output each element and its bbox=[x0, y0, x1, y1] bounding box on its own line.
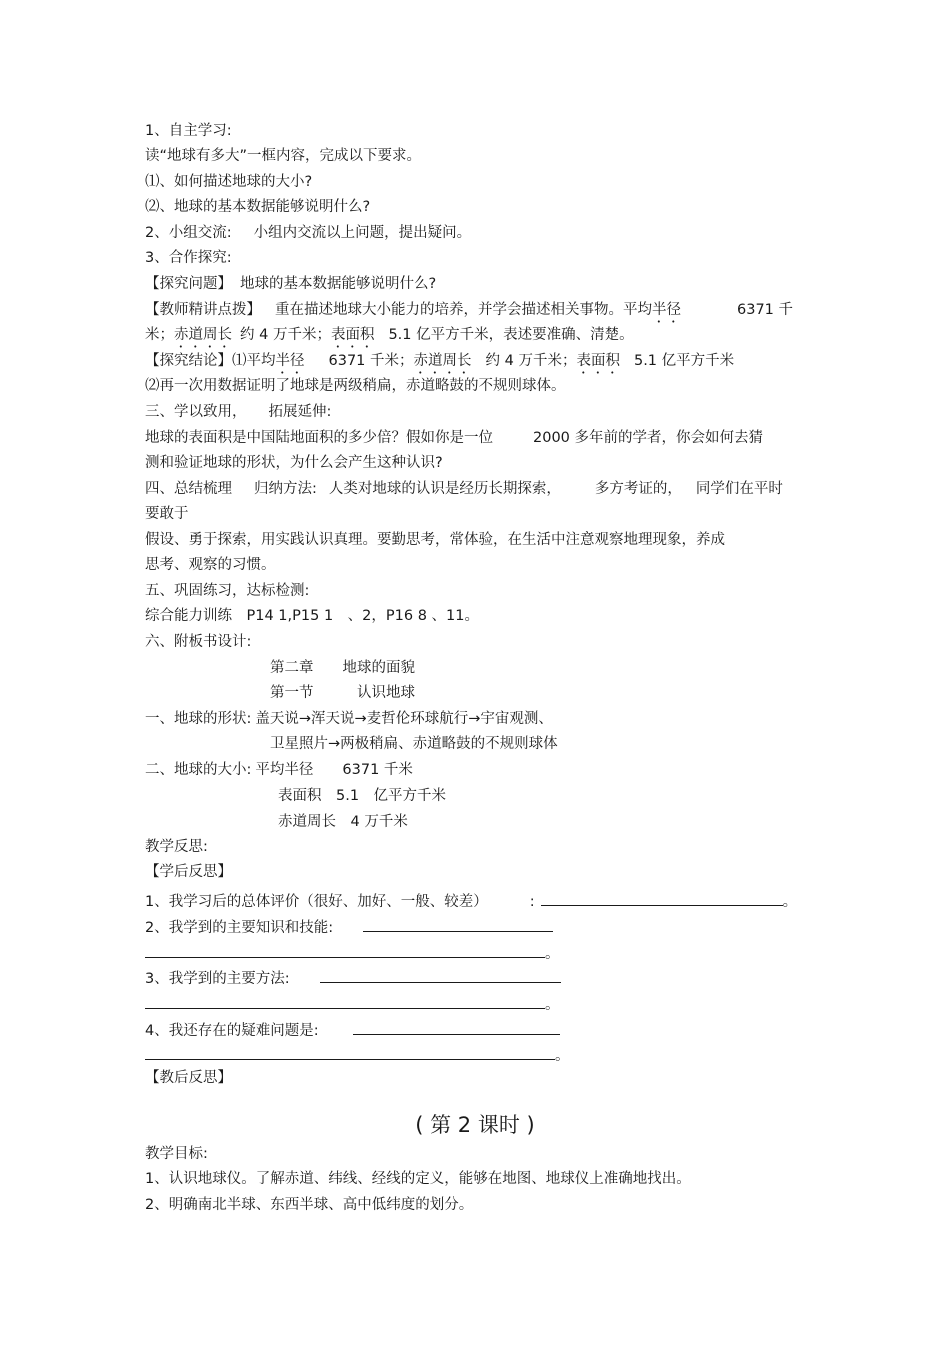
summary-line-4 bbox=[145, 556, 276, 574]
size-line-3 bbox=[278, 813, 408, 831]
read-task bbox=[145, 147, 421, 165]
after-teach-heading bbox=[145, 1069, 232, 1087]
teacher-radius-value: 6371 千 bbox=[737, 302, 794, 318]
conclusion-area-word: 表面积 bbox=[576, 353, 620, 369]
question-2-text: ⑵、地球的基本数据能够说明什么? bbox=[145, 199, 371, 215]
summary-text-g: 假设、勇于探索，用实践认识真理。要勤思考，常体验，在生活中注意观察地理现象，养成 bbox=[145, 532, 725, 548]
shape-line-1 bbox=[145, 710, 553, 728]
board-section-text: 第一节 认识地球 bbox=[270, 685, 415, 701]
goal-2-text: 2、明确南北半球、东西半球、高中低纬度的划分。 bbox=[145, 1197, 474, 1213]
apply-text: 拓展延伸: bbox=[268, 404, 332, 420]
read-task-text: 读“地球有多大”一框内容，完成以下要求。 bbox=[145, 148, 422, 164]
board-section bbox=[270, 684, 415, 702]
reflection-heading bbox=[145, 838, 208, 856]
reflection-q4 bbox=[145, 1020, 560, 1040]
teacher-area-word: 表面积 bbox=[330, 327, 375, 343]
summary-text-c: 人类对地球的认识是经历长期探索， bbox=[328, 481, 561, 497]
conclusion-line-1 bbox=[145, 352, 734, 377]
apply-question-a: 地球的表面积是中国陆地面积的多少倍？假如你是一位 bbox=[145, 430, 493, 446]
question-1-text: ⑴、如何描述地球的大小? bbox=[145, 174, 313, 190]
explore-question bbox=[145, 275, 436, 293]
reflection-q1-text: 1、我学习后的总体评价（很好、加好、一般、较差） bbox=[145, 894, 488, 910]
self-study-text: 1、自主学习: bbox=[145, 123, 232, 139]
goal-1 bbox=[145, 1170, 691, 1188]
reflection-q3-period: 。 bbox=[545, 997, 560, 1013]
after-study-label: 【学后反思】 bbox=[145, 864, 232, 880]
apply-heading bbox=[145, 403, 331, 421]
teacher-label: 【教师精讲点拨】 bbox=[145, 302, 261, 318]
question-1 bbox=[145, 173, 312, 191]
goal-1-text: 1、认识地球仪。了解赤道、纬线、经线的定义，能够在地图、地球仪上准确地找出。 bbox=[145, 1171, 691, 1187]
question-2 bbox=[145, 198, 370, 216]
teacher-notes-line-2 bbox=[145, 326, 634, 351]
after-teach-label: 【教后反思】 bbox=[145, 1070, 232, 1086]
apply-question-c: 测和验证地球的形状，为什么会产生这种认识? bbox=[145, 455, 443, 471]
shape-text: 盖天说→浑天说→麦哲伦环球航行→宇宙观测、 bbox=[255, 711, 553, 727]
reflection-q4-text: 4、我还存在的疑难问题是: bbox=[145, 1023, 319, 1039]
group-label: 2、小组交流: bbox=[145, 225, 232, 241]
reflection-q4-period: 。 bbox=[555, 1048, 570, 1064]
summary-heading: 四、总结梳理 bbox=[145, 481, 232, 497]
summary-line-3 bbox=[145, 531, 725, 549]
reflection-q4-answer-line-1[interactable] bbox=[353, 1020, 560, 1035]
explore-text: 地球的基本数据能够说明什么? bbox=[240, 276, 437, 292]
conclusion-equator-value: 约 4 万千米； bbox=[485, 353, 577, 369]
lesson-2-title: ( 第 2 课时 ) bbox=[415, 1113, 535, 1137]
cooperative-heading bbox=[145, 249, 232, 267]
shape-label: 一、地球的形状: bbox=[145, 711, 252, 727]
summary-method: 归纳方法: bbox=[254, 481, 317, 497]
reflection-q3-answer-line-2[interactable] bbox=[145, 994, 545, 1009]
conclusion-prefix: ⑴平均 bbox=[232, 353, 276, 369]
practice-label: 五、巩固练习，达标检测: bbox=[145, 583, 310, 599]
explore-label: 【探究问题】 bbox=[145, 276, 232, 292]
group-discussion bbox=[145, 224, 471, 242]
apply-question-line-1 bbox=[145, 429, 763, 447]
practice-items bbox=[145, 607, 479, 625]
reflection-q1-answer-line[interactable] bbox=[541, 891, 783, 906]
reflection-q1-period: 。 bbox=[782, 894, 798, 910]
teacher-equator-word: 赤道周长 bbox=[174, 327, 232, 343]
practice-text: 综合能力训练 P14 1,P15 1 、2，P16 8 、11。 bbox=[145, 608, 479, 624]
summary-text-d: 多方考证的， bbox=[594, 481, 682, 497]
reflection-q4-continued bbox=[145, 1045, 570, 1065]
summary-line-1 bbox=[145, 480, 783, 498]
board-heading bbox=[145, 633, 251, 651]
reflection-q3-text: 3、我学到的主要方法: bbox=[145, 971, 290, 987]
apply-question-b: 2000 多年前的学者，你会如何去猜 bbox=[533, 430, 764, 446]
size-equator: 赤道周长 4 万千米 bbox=[278, 814, 408, 830]
reflection-q2-period: 。 bbox=[545, 946, 560, 962]
conclusion-label: 【探究结论】 bbox=[145, 353, 232, 369]
reflection-q3-continued bbox=[145, 994, 560, 1014]
reflection-q3-answer-line-1[interactable] bbox=[320, 968, 561, 983]
goal-2 bbox=[145, 1196, 473, 1214]
teacher-equator-value: 约 4 万千米； bbox=[240, 327, 331, 343]
after-study-heading bbox=[145, 863, 232, 881]
size-area: 表面积 5.1 亿平方千米 bbox=[278, 788, 447, 804]
summary-text-e: 同学们在平时 bbox=[695, 481, 783, 497]
conclusion-radius-value: 6371 千米； bbox=[328, 353, 414, 369]
shape-text-2: 卫星照片→两极稍扁、赤道略鼓的不规则球体 bbox=[270, 736, 558, 752]
conclusion-equator-word: 赤道周长 bbox=[413, 353, 472, 369]
summary-text-f: 要敢于 bbox=[145, 506, 189, 522]
board-chapter bbox=[270, 659, 415, 677]
reflection-q1-colon: : bbox=[529, 894, 535, 910]
summary-text-h: 思考、观察的习惯。 bbox=[145, 557, 276, 573]
reflection-q4-answer-line-2[interactable] bbox=[145, 1045, 555, 1060]
conclusion-radius-word: 半径 bbox=[275, 353, 305, 369]
reflection-q2-answer-line-1[interactable] bbox=[363, 917, 553, 932]
reflection-q2-answer-line-2[interactable] bbox=[145, 943, 545, 958]
teacher-line2-prefix: 米； bbox=[145, 327, 174, 343]
reflection-q2 bbox=[145, 917, 553, 937]
teacher-notes-line-1 bbox=[145, 301, 793, 326]
summary-line-2 bbox=[145, 505, 189, 523]
size-line-2 bbox=[278, 787, 446, 805]
size-radius: 平均半径 6371 千米 bbox=[255, 762, 413, 778]
apply-question-line-2 bbox=[145, 454, 443, 472]
goals-label: 教学目标: bbox=[145, 1146, 208, 1162]
conclusion-area-value: 5.1 亿平方千米 bbox=[633, 353, 735, 369]
conclusion-line-2 bbox=[145, 377, 566, 395]
cooperative-text: 3、合作探究: bbox=[145, 250, 232, 266]
goals-heading bbox=[145, 1145, 208, 1163]
reflection-q2-continued bbox=[145, 943, 560, 963]
board-chapter-text: 第二章 地球的面貌 bbox=[270, 660, 415, 676]
teacher-text: 重在描述地球大小能力的培养，并学会描述相关事物。平均 bbox=[275, 302, 652, 318]
reflection-label: 教学反思: bbox=[145, 839, 208, 855]
self-study-heading bbox=[145, 122, 232, 140]
reflection-q2-text: 2、我学到的主要知识和技能: bbox=[145, 920, 334, 936]
board-label: 六、附板书设计: bbox=[145, 634, 252, 650]
teacher-radius-word: 半径 bbox=[652, 302, 681, 318]
reflection-q1 bbox=[145, 891, 797, 911]
conclusion-2-text: ⑵再一次用数据证明了地球是两级稍扁，赤道略鼓的不规则球体。 bbox=[145, 378, 566, 394]
size-line-1 bbox=[145, 761, 413, 779]
practice-heading bbox=[145, 582, 309, 600]
apply-label: 三、学以致用， bbox=[145, 404, 247, 420]
size-label: 二、地球的大小: bbox=[145, 762, 252, 778]
teacher-area-value: 5.1 亿平方千米，表述要准确、清楚。 bbox=[388, 327, 634, 343]
reflection-q3 bbox=[145, 968, 561, 988]
shape-line-2 bbox=[270, 735, 558, 753]
group-text: 小组内交流以上问题，提出疑问。 bbox=[253, 225, 472, 241]
